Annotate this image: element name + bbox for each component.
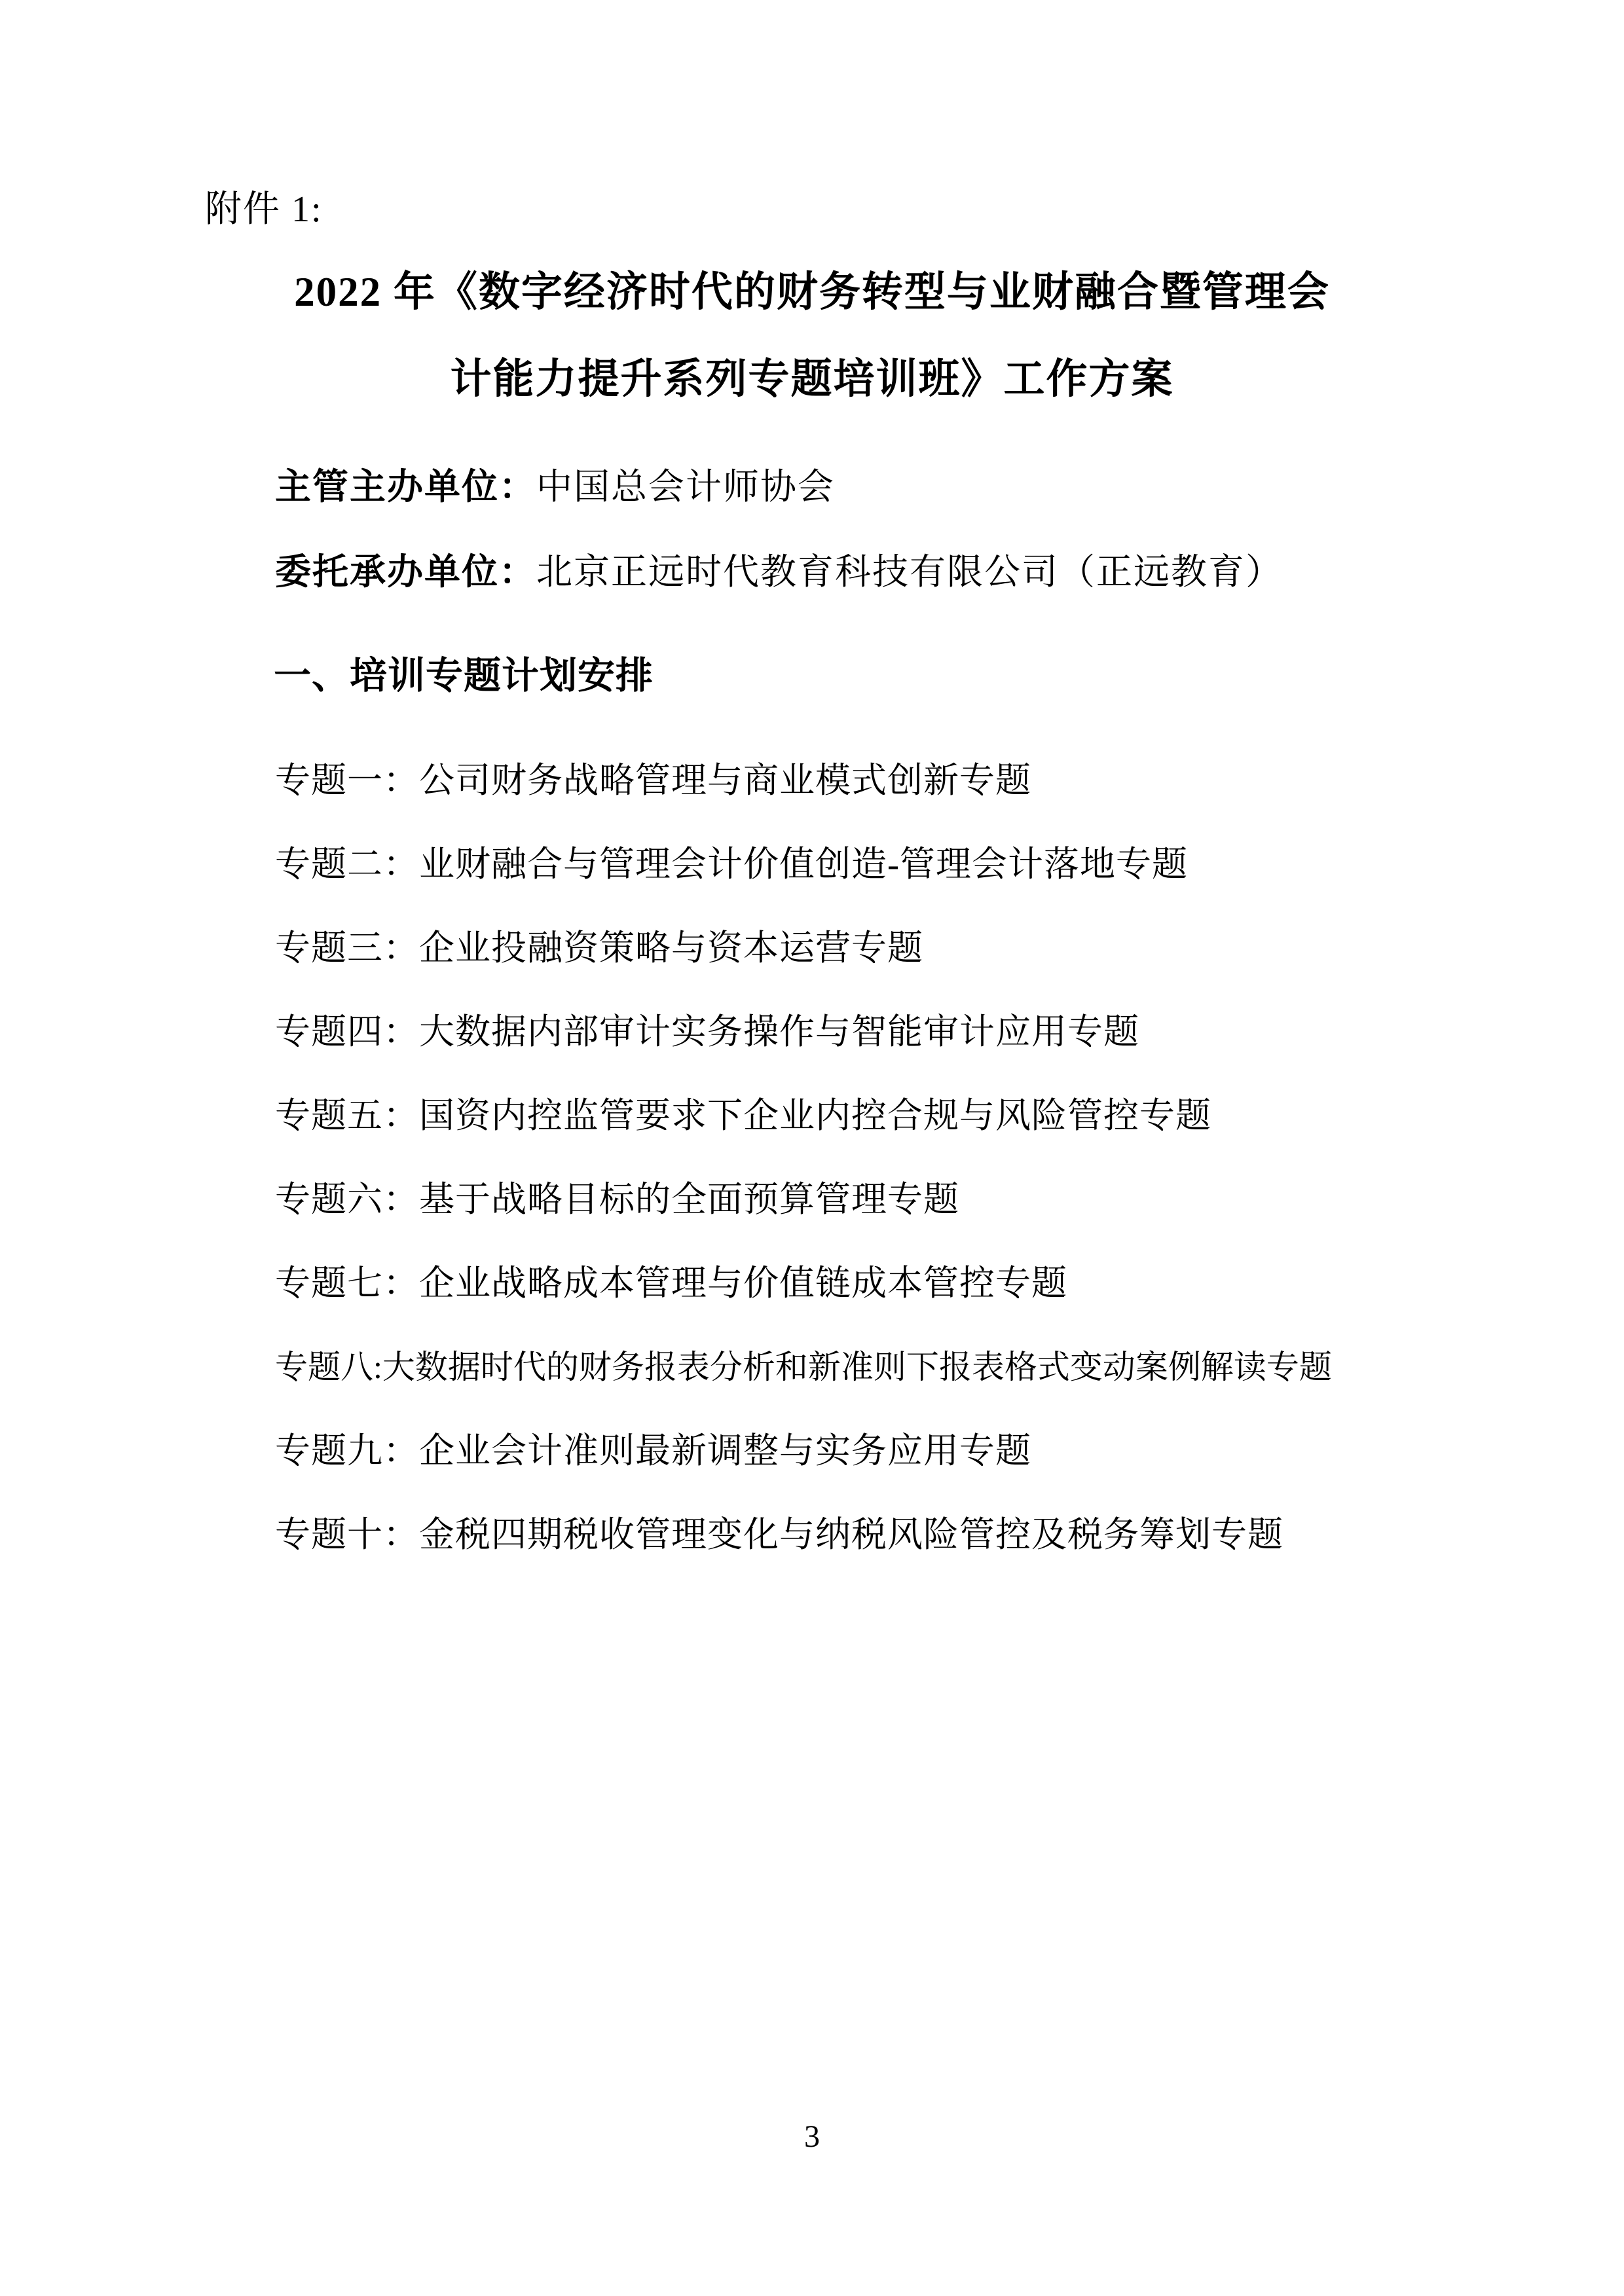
topic-item-9: 专题九：企业会计准则最新调整与实务应用专题 xyxy=(275,1431,1031,1470)
topic-item-3: 专题三：企业投融资策略与资本运营专题 xyxy=(275,928,923,968)
organizer-undertaker-label: 委托承办单位： xyxy=(275,552,537,592)
topic-item-4: 专题四：大数据内部审计实务操作与智能审计应用专题 xyxy=(275,1012,1139,1051)
topic-item-7: 专题七：企业战略成本管理与价值链成本管控专题 xyxy=(275,1264,1067,1303)
document-title-line-1: 2022 年《数字经济时代的财务转型与业财融合暨管理会 xyxy=(294,269,1330,315)
page-number: 3 xyxy=(804,2119,820,2154)
topic-item-2: 专题二：业财融合与管理会计价值创造-管理会计落地专题 xyxy=(275,845,1188,884)
organizer-undertaker-line xyxy=(275,551,1283,592)
organizer-supervisor-line xyxy=(275,466,835,507)
topic-item-5: 专题五：国资内控监管要求下企业内控合规与风险管控专题 xyxy=(275,1096,1211,1135)
organizer-supervisor-value: 中国总会计师协会 xyxy=(536,467,836,507)
attachment-label: 附件 1: xyxy=(205,189,323,230)
topic-item-1: 专题一：公司财务战略管理与商业模式创新专题 xyxy=(275,761,1031,800)
organizer-supervisor-label: 主管主办单位： xyxy=(275,467,537,507)
document-title-line-2: 计能力提升系列专题培训班》工作方案 xyxy=(450,356,1174,402)
section-heading-training-plan: 一、培训专题计划安排 xyxy=(274,655,654,697)
topic-item-6: 专题六：基于战略目标的全面预算管理专题 xyxy=(275,1180,959,1219)
organizer-undertaker-value: 北京正远时代教育科技有限公司（正远教育） xyxy=(536,552,1283,592)
topic-list xyxy=(275,738,1493,1576)
topic-item-10: 专题十：金税四期税收管理变化与纳税风险管控及税务筹划专题 xyxy=(275,1515,1283,1554)
topic-item-8: 专题八:大数据时代的财务报表分析和新准则下报表格式变动案例解读专题 xyxy=(275,1349,1332,1385)
